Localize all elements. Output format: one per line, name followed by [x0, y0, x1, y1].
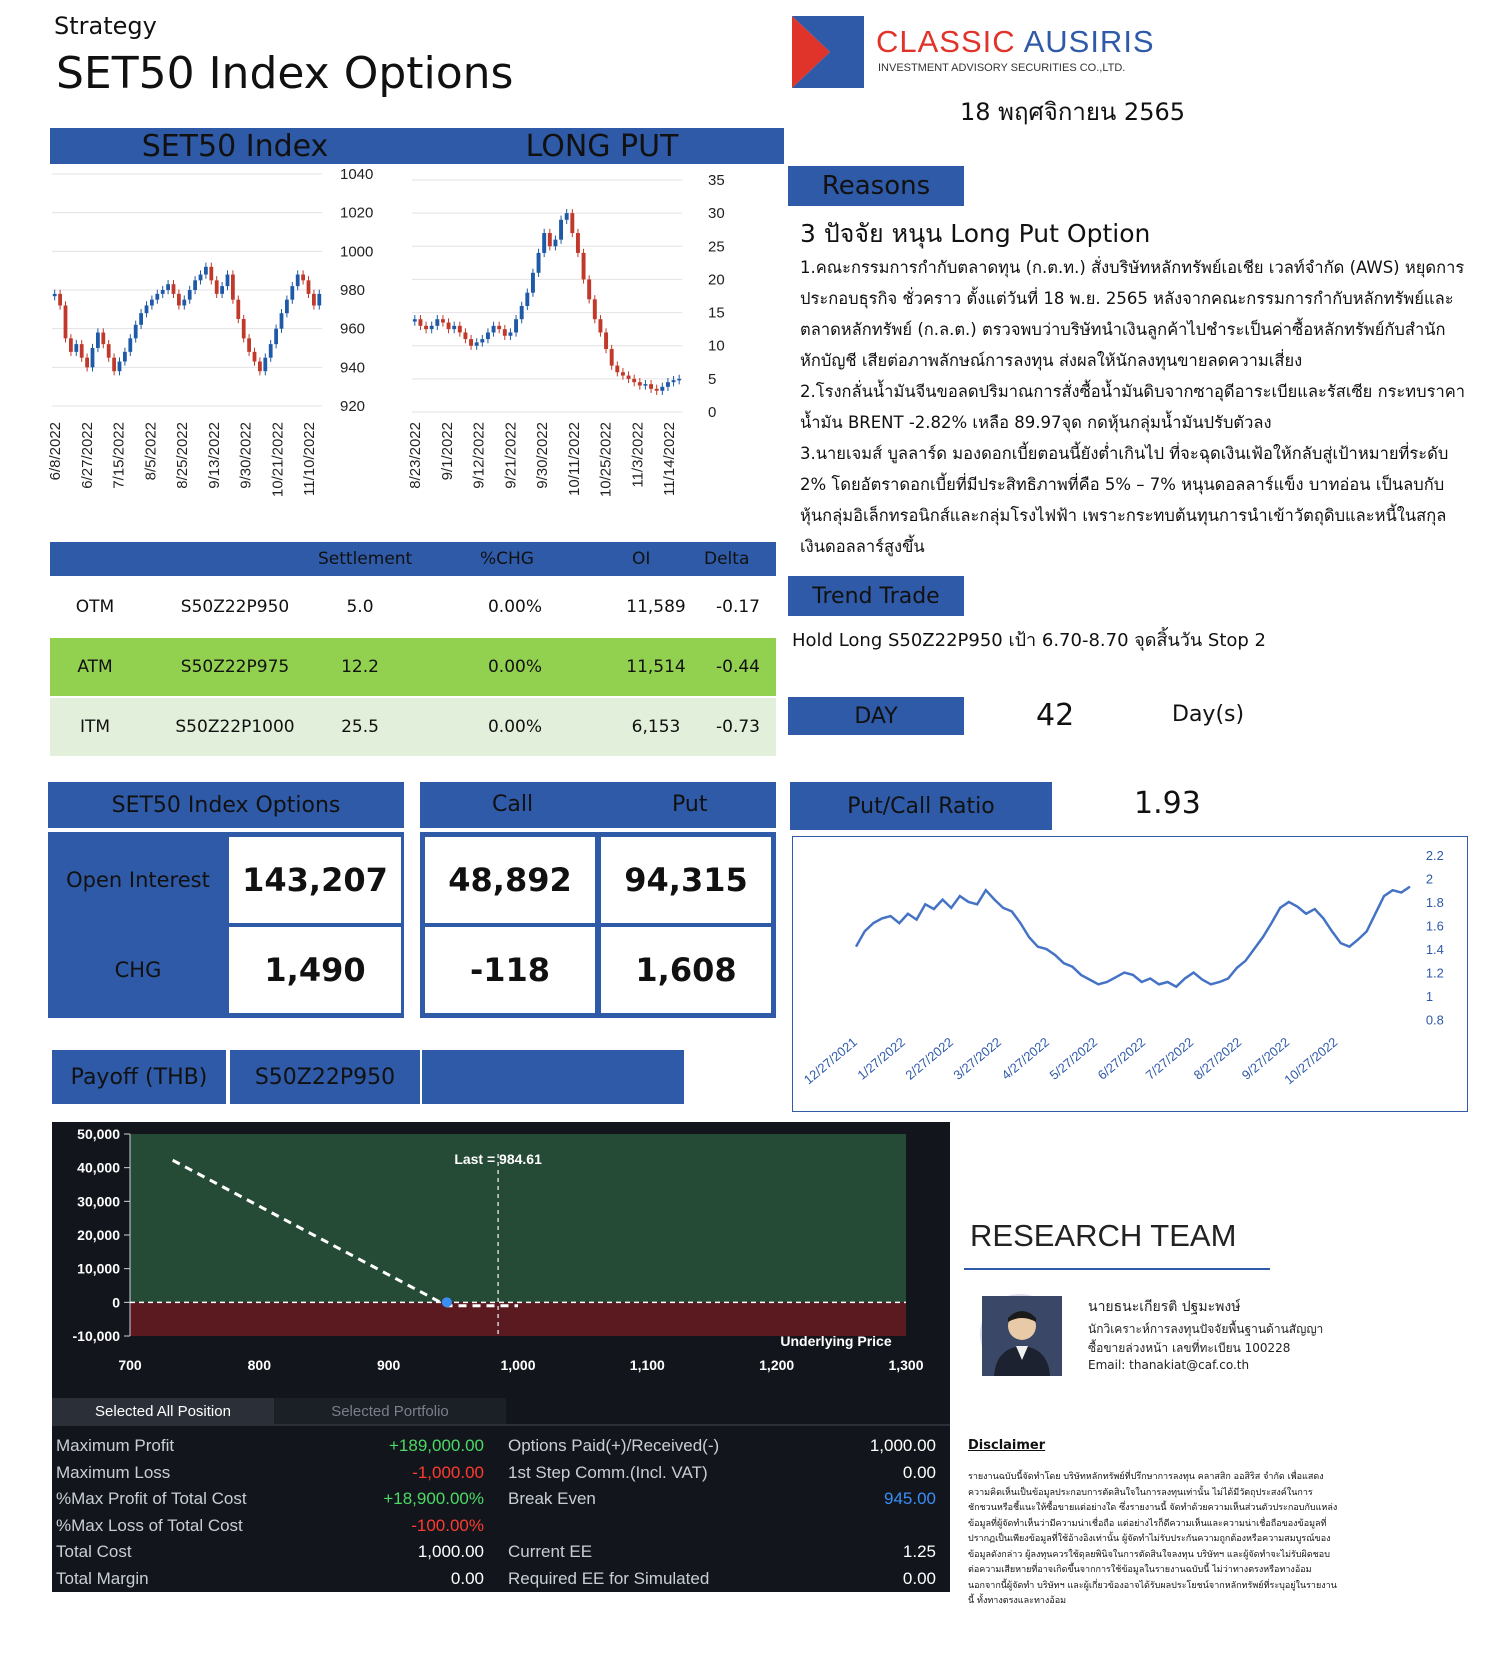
- logo-subtitle: INVESTMENT ADVISORY SECURITIES CO.,LTD.: [878, 62, 1126, 74]
- put-label: Put: [672, 792, 708, 817]
- x-tick-label: 11/3/2022: [629, 422, 647, 488]
- put-call-ratio-value: 1.93: [1134, 786, 1201, 821]
- candle-body: [182, 300, 186, 306]
- oi-call-put-header: [420, 782, 776, 828]
- x-tick-label: 700: [118, 1357, 142, 1373]
- candle-body: [209, 267, 213, 281]
- x-tick-label: 8/23/2022: [407, 422, 424, 489]
- candle-body: [655, 389, 659, 391]
- x-tick-label: 2/27/2022: [902, 1034, 957, 1083]
- x-tick-label: 9/30/2022: [237, 422, 255, 489]
- x-tick-label: 10/25/2022: [597, 422, 615, 498]
- y-tick-label: 1.8: [1425, 894, 1444, 910]
- x-tick-label: 1/27/2022: [854, 1034, 908, 1083]
- candle-body: [155, 294, 159, 300]
- reason-line: หุ้นกลุ่มอิเล็กทรอนิกส์และกลุ่มโรงไฟฟ้า เพราะกระทบต้นทุนการนำเข้าวัตถุดิบและหนี้ในสกุล: [800, 506, 1447, 525]
- analyst-email[interactable]: Email: thanakiat@caf.co.th: [1088, 1358, 1250, 1372]
- right-stat-value: 945.00: [884, 1489, 936, 1508]
- candle-body: [492, 326, 496, 333]
- y-tick-label: 2: [1425, 871, 1434, 887]
- candle-body: [112, 358, 116, 372]
- x-tick-label: 10/21/2022: [269, 422, 287, 498]
- candle-body: [593, 299, 597, 319]
- x-tick-label: 6/27/2022: [78, 422, 96, 489]
- candle-body: [199, 275, 203, 281]
- col-settlement: Settlement: [318, 549, 413, 569]
- y-tick-label: 1000: [340, 243, 374, 261]
- right-stat-label: 1st Step Comm.(Incl. VAT): [508, 1462, 708, 1482]
- x-tick-label: 9/1/2022: [438, 422, 456, 481]
- x-tick-label: 1,300: [888, 1357, 924, 1373]
- y-tick-label: 940: [340, 359, 366, 377]
- x-tick-label: 9/13/2022: [205, 422, 223, 489]
- left-stat-label: Total Cost: [56, 1542, 132, 1561]
- x-tick-label: 5/27/2022: [1046, 1034, 1101, 1083]
- reasons-title: Reasons: [788, 166, 964, 206]
- candle-body: [452, 326, 456, 329]
- research-divider: [964, 1268, 1270, 1270]
- candle-body: [263, 358, 267, 372]
- candle-body: [531, 273, 535, 293]
- candle-body: [101, 333, 105, 345]
- page-title: SET50 Index Options: [56, 48, 514, 99]
- analyst-license: ซื้อขายล่วงหน้า เลขที่ทะเบียน 100228: [1088, 1341, 1291, 1355]
- settlement: 25.5: [341, 717, 379, 737]
- candle-body: [610, 349, 614, 366]
- trend-trade-title: Trend Trade: [788, 576, 964, 616]
- tab-selected-portfolio[interactable]: Selected Portfolio: [274, 1398, 506, 1424]
- x-tick-label: 7/15/2022: [110, 422, 128, 489]
- candle-body: [307, 280, 311, 294]
- candle-body: [74, 344, 78, 352]
- y-tick-label: 1020: [340, 204, 374, 222]
- left-stat-label: Maximum Loss: [56, 1462, 171, 1482]
- candle-body: [542, 233, 546, 253]
- trend-trade-text: Hold Long S50Z22P950 เป้า 6.70-8.70 จุดสิ้นวัน Stop 2: [792, 630, 1267, 651]
- candle-body: [123, 352, 127, 362]
- report-date: 18 พฤศจิกายน 2565: [960, 98, 1185, 126]
- candle-body: [413, 319, 417, 321]
- day-unit: Day(s): [1172, 702, 1245, 727]
- candle-body: [548, 233, 552, 246]
- candle-body: [576, 233, 580, 253]
- candle-body: [525, 293, 529, 306]
- x-tick-label: 4/27/2022: [998, 1034, 1053, 1083]
- candle-body: [435, 319, 439, 326]
- candle-body: [139, 313, 143, 325]
- open-interest: 11,514: [626, 657, 686, 677]
- candle-body: [64, 305, 68, 338]
- candle-body: [430, 326, 434, 329]
- reason-line: เงินดอลลาร์สูงขึ้น: [800, 537, 925, 556]
- x-tick-label: 10/27/2022: [1281, 1034, 1341, 1088]
- candle-body: [231, 275, 235, 300]
- options-table-header: [50, 542, 776, 576]
- candle-body: [486, 332, 490, 339]
- candle-body: [520, 306, 524, 319]
- open-interest: 6,153: [631, 717, 681, 737]
- reason-line: ประกอบธุรกิจ ชั่วคราว ตั้งแต่วันที่ 18 พ.ย. 2565 หลังจากคณะกรรมการกำกับหลักทรัพย์และ: [800, 289, 1454, 308]
- candle-body: [91, 348, 95, 367]
- tab-selected-all-position[interactable]: Selected All Position: [52, 1398, 274, 1424]
- day-label: DAY: [788, 697, 964, 735]
- left-stat-value: 1,000.00: [417, 1542, 484, 1561]
- candle-body: [58, 294, 62, 306]
- x-tick-label: 8/25/2022: [174, 422, 191, 489]
- right-stat-label: Current EE: [508, 1542, 593, 1561]
- research-team-title: RESEARCH TEAM: [970, 1218, 1237, 1253]
- candle-body: [553, 240, 557, 247]
- candle-body: [253, 352, 257, 362]
- y-tick-label: 25: [708, 238, 725, 256]
- candle-body: [672, 380, 676, 382]
- days-remaining: 42: [1036, 698, 1075, 733]
- candle-body: [53, 294, 57, 296]
- x-tick-label: 3/27/2022: [950, 1034, 1005, 1083]
- y-tick-label: 1.6: [1425, 918, 1444, 934]
- open-interest-label: Open Interest: [66, 868, 210, 892]
- y-tick-label: 20,000: [77, 1227, 120, 1243]
- x-tick-label: 9/21/2022: [502, 422, 520, 489]
- payoff-label: Payoff (THB): [52, 1050, 226, 1104]
- pct-change: 0.00%: [487, 597, 542, 617]
- call-chg: -118: [422, 924, 598, 1016]
- oi-section-title: SET50 Index Options: [48, 782, 404, 828]
- candle-body: [317, 294, 321, 306]
- right-stat-label: Options Paid(+)/Received(-): [508, 1436, 720, 1455]
- reason-line: 3.นายเจมส์ บูลลาร์ด มองดอกเบี้ยตอนนี้ยังต่ำเกินไป ที่จะฉุดเงินเฟ้อให้กลับสู่เป้าหมายที่ระดับ: [800, 444, 1449, 463]
- right-stat-value: 1,000.00: [869, 1436, 936, 1455]
- y-tick-label: 10: [708, 337, 725, 355]
- candle-body: [166, 284, 170, 290]
- col-chg: %CHG: [480, 549, 534, 569]
- candle-body: [107, 344, 111, 358]
- candle-body: [193, 280, 197, 290]
- candle-body: [150, 300, 154, 306]
- y-tick-label: 5: [708, 370, 717, 388]
- open-interest: 11,589: [626, 597, 686, 617]
- candle-body: [145, 305, 149, 313]
- candle-body: [96, 333, 100, 348]
- table-row-atm: [50, 638, 776, 696]
- x-tick-label: 1,100: [629, 1357, 665, 1373]
- call-label: Call: [492, 792, 534, 817]
- candle-body: [296, 275, 300, 287]
- candle-body: [627, 376, 631, 379]
- settlement: 12.2: [341, 657, 379, 677]
- right-stat-label: Break Even: [508, 1489, 596, 1508]
- candle-body: [497, 326, 501, 329]
- left-stat-label: %Max Profit of Total Cost: [56, 1489, 247, 1508]
- y-tick-label: 2.2: [1425, 847, 1444, 863]
- delta: -0.44: [716, 657, 760, 677]
- last-price-label: Last = 984.61: [454, 1151, 542, 1167]
- candle-body: [80, 344, 84, 358]
- candle-body: [290, 286, 294, 300]
- right-stat-value: 1.25: [902, 1542, 936, 1561]
- strategy-label: Strategy: [54, 12, 157, 40]
- candle-body: [447, 323, 451, 330]
- reason-line: หักบัญชี เสียต่อภาพลักษณ์การลงทุน ส่งผลให้นักลงทุนขายลดความเสี่ยง: [800, 351, 1303, 370]
- candle-body: [503, 329, 507, 336]
- candle-body: [236, 300, 240, 319]
- left-stat-value: +18,900.00%: [383, 1489, 484, 1508]
- payoff-chart: [52, 1122, 950, 1412]
- candle-body: [559, 220, 563, 240]
- table-row-itm: [50, 698, 776, 756]
- candle-body: [242, 319, 246, 338]
- y-tick-label: 10,000: [77, 1260, 120, 1277]
- x-tick-label: 8/5/2022: [142, 422, 160, 481]
- candle-body: [469, 339, 473, 346]
- long-put-chart: [407, 166, 782, 536]
- table-row-otm: [50, 578, 776, 636]
- candle-body: [570, 213, 574, 233]
- candle-body: [424, 326, 428, 329]
- disclaimer-text: รายงานฉบับนี้จัดทำโดย บริษัทหลักทรัพย์ที่ปรึกษาการลงทุน คลาสสิก ออสิริส จำกัด เพื่อแสดงความคิดเห็นเป็นข้อมูลประกอบการตัดสินใจในการลงทุนเท่านั้น ไม่ได้มีวัตถุประสงค์ในการชักชวนหรือชี้แนะให้ซื้อขายแต่อย่างใด ซึ่งรายงานนี้ จัดทำด้วยความเห็นส่วนตัวประกอบกับแหล่งข้อมูลที่ผู้จัดทำเห็นว่ามีความน่าเชื่อถือ แต่อย่างไรก็ดีความเห็นและความน่าเชื่อถือของข้อมูลที่ปรากฏเป็นเพียงข้อมูลที่ใช้อ้างอิงเท่านั้น ผู้จัดทำไม่รับประกันความถูกต้องหรือความสมบูรณ์ของข้อมูลดังกล่าว ผู้ลงทุนควรใช้ดุลยพินิจในการตัดสินใจลงทุน บริษัทฯ และผู้จัดทำจะไม่รับผิดชอบต่อความเสียหายที่อาจเกิดขึ้นจากการใช้ข้อมูลในรายงานฉบับนี้ ไม่ว่าทางตรงหรือทางอ้อม นอกจากนี้ผู้จัดทำ บริษัทฯ และผู้เกี่ยวข้องอาจได้รับผลประโยชน์จากหลักทรัพย์ที่ระบุอยู่ในรายงานนี้ ทั้งทางตรงและทางอ้อม: [968, 1472, 1338, 1606]
- x-axis-label: Underlying Price: [780, 1333, 892, 1349]
- left-stat-label: Maximum Profit: [56, 1436, 175, 1455]
- put-call-ratio-label: Put/Call Ratio: [790, 782, 1052, 830]
- left-stat-label: %Max Loss of Total Cost: [56, 1515, 243, 1535]
- chg-label: CHG: [114, 958, 162, 982]
- x-tick-label: 11/14/2022: [661, 422, 678, 496]
- moneyness: OTM: [75, 597, 115, 617]
- col-delta: Delta: [704, 549, 750, 569]
- pct-change: 0.00%: [487, 717, 542, 737]
- put-call-ratio-chart: [792, 836, 1468, 1112]
- y-tick-label: 30: [708, 205, 725, 223]
- reason-line: 2% โดยอัตราดอกเบี้ยที่มีประสิทธิภาพที่คือ 5% – 7% หนุนดอลลาร์แข็ง บาทอ่อน เป็นลบกับ: [800, 475, 1445, 494]
- series-code: S50Z22P975: [180, 657, 290, 677]
- series-code: S50Z22P950: [180, 597, 290, 617]
- analyst-role: นักวิเคราะห์การลงทุนปัจจัยพื้นฐานด้านสัญญา: [1088, 1322, 1324, 1336]
- x-tick-label: 1,000: [500, 1357, 536, 1373]
- candle-body: [480, 339, 484, 342]
- y-tick-label: 15: [708, 304, 725, 322]
- candle-body: [582, 253, 586, 280]
- x-tick-label: 6/27/2022: [1094, 1034, 1149, 1083]
- candle-body: [258, 362, 262, 372]
- x-tick-label: 9/30/2022: [534, 422, 551, 489]
- put-chg: 1,608: [598, 924, 774, 1016]
- col-oi: OI: [632, 549, 651, 569]
- candle-body: [587, 279, 591, 299]
- candle-body: [463, 332, 467, 339]
- candle-body: [660, 387, 664, 391]
- candle-body: [274, 329, 278, 344]
- y-tick-label: 0: [708, 404, 717, 421]
- candle-body: [85, 358, 89, 368]
- reason-line: น้ำมัน BRENT -2.82% เหลือ 89.97จุด กดหุ้นกลุ่มน้ำมันปรับตัวลง: [800, 413, 1272, 432]
- candle-body: [118, 362, 122, 372]
- loss-zone: [130, 1302, 906, 1336]
- set50-index-chart-title: SET50 Index: [50, 128, 420, 164]
- y-tick-label: 0: [112, 1294, 120, 1311]
- candle-body: [604, 332, 608, 349]
- candle-body: [285, 300, 289, 314]
- candle-body: [649, 384, 653, 389]
- y-tick-label: 1040: [340, 166, 374, 183]
- total-chg: 1,490: [226, 924, 404, 1016]
- candle-body: [220, 286, 224, 294]
- y-tick-label: 50,000: [77, 1126, 120, 1142]
- candle-body: [632, 379, 636, 382]
- y-tick-label: 35: [708, 172, 725, 189]
- logo-word-ausiris: AUSIRIS: [1023, 24, 1155, 59]
- right-stat-value: 0.00: [902, 1568, 936, 1588]
- settlement: 5.0: [346, 597, 374, 617]
- delta: -0.17: [716, 597, 760, 617]
- reasons-headline: 3 ปัจจัย หนุน Long Put Option: [800, 219, 1151, 248]
- candle-body: [621, 372, 625, 375]
- candle-body: [514, 319, 518, 332]
- candle-body: [215, 280, 219, 294]
- analyst-name: นายธนะเกียรติ ปฐมะพงษ์: [1088, 1299, 1241, 1315]
- disclaimer-title: Disclaimer: [968, 1438, 1046, 1453]
- y-tick-label: 20: [708, 271, 725, 289]
- long-put-chart-title: LONG PUT: [420, 128, 784, 164]
- y-tick-label: 1.4: [1425, 942, 1444, 958]
- candle-body: [280, 313, 284, 328]
- right-stat-label: Required EE for Simulated: [508, 1568, 710, 1588]
- candle-body: [226, 275, 230, 287]
- x-tick-label: 800: [247, 1357, 272, 1373]
- left-stat-label: Total Margin: [56, 1568, 149, 1588]
- right-stat-value: 0.00: [902, 1462, 936, 1482]
- analyst-avatar: [980, 1294, 1060, 1374]
- candle-body: [269, 344, 273, 358]
- candle-body: [475, 342, 479, 345]
- x-tick-label: 7/27/2022: [1142, 1034, 1197, 1083]
- y-tick-label: 30,000: [77, 1193, 120, 1210]
- reasons-body: [800, 252, 1500, 562]
- delta: -0.73: [716, 717, 760, 737]
- put-open-interest: 94,315: [598, 834, 774, 926]
- set50-index-chart: [47, 166, 420, 536]
- candle-body: [204, 267, 208, 275]
- x-tick-label: 9/27/2022: [1238, 1034, 1293, 1083]
- company-logo: [792, 14, 1155, 90]
- y-tick-label: 1.2: [1425, 965, 1444, 981]
- left-stat-value: -1,000.00: [412, 1462, 484, 1482]
- reason-line: ตลาดหลักทรัพย์ (ก.ล.ต.) ตรวจพบว่าบริษัทนำเงินลูกค้าไปชำระเป็นค่าซื้อหลักทรัพย์กับสำนัก: [800, 320, 1446, 339]
- moneyness: ATM: [77, 657, 113, 677]
- y-tick-label: 980: [340, 282, 366, 299]
- x-tick-label: 9/12/2022: [470, 422, 488, 489]
- x-tick-label: 8/27/2022: [1190, 1034, 1245, 1083]
- candle-body: [128, 338, 132, 352]
- candle-body: [677, 379, 681, 381]
- candle-body: [161, 290, 165, 294]
- y-tick-label: 960: [340, 320, 366, 338]
- call-open-interest: 48,892: [422, 834, 598, 926]
- candle-body: [301, 275, 305, 281]
- payoff-series: S50Z22P950: [230, 1050, 420, 1104]
- y-tick-label: 920: [340, 398, 366, 415]
- series-code: S50Z22P1000: [175, 717, 295, 737]
- candle-body: [312, 294, 316, 306]
- x-tick-label: 12/27/2021: [800, 1034, 860, 1088]
- x-tick-label: 11/10/2022: [301, 422, 318, 496]
- candle-body: [134, 325, 138, 339]
- left-stat-value: +189,000.00: [388, 1436, 484, 1455]
- candle-body: [537, 253, 541, 273]
- candle-body: [441, 319, 445, 322]
- candle-body: [638, 382, 642, 385]
- candle-body: [188, 290, 192, 300]
- candle-body: [598, 319, 602, 332]
- payoff-blank-box: [422, 1050, 684, 1104]
- breakeven-marker: [442, 1297, 452, 1307]
- logo-wordmark: [876, 24, 1155, 60]
- x-tick-label: 10/11/2022: [565, 422, 583, 496]
- y-tick-label: 0.8: [1425, 1012, 1444, 1028]
- pcr-series-line: [856, 887, 1410, 987]
- candle-body: [565, 213, 569, 220]
- candle-body: [172, 284, 176, 294]
- person-icon: [982, 1296, 1062, 1376]
- left-stat-value: 0.00: [450, 1568, 484, 1588]
- candle-body: [508, 332, 512, 335]
- reason-line: 2.โรงกลั่นน้ำมันจีนขอลดปริมาณการสั่งซื้อน้ำมันดิบจากซาอุดีอาระเบียและรัสเซีย กระทบราคา: [800, 382, 1466, 401]
- candle-body: [418, 319, 422, 326]
- y-tick-label: 40,000: [77, 1159, 120, 1176]
- moneyness: ITM: [79, 717, 111, 737]
- candle-body: [458, 326, 462, 333]
- y-tick-label: 1: [1425, 989, 1434, 1005]
- left-stat-value: -100.00%: [411, 1515, 484, 1535]
- candle-body: [247, 338, 251, 352]
- x-tick-label: 6/8/2022: [47, 422, 64, 481]
- x-tick-label: 900: [376, 1357, 401, 1373]
- y-tick-label: -10,000: [72, 1328, 120, 1344]
- logo-word-classic: CLASSIC: [876, 24, 1016, 59]
- candle-body: [177, 294, 181, 306]
- pct-change: 0.00%: [487, 657, 542, 677]
- x-tick-label: 1,200: [759, 1357, 795, 1373]
- candle-body: [666, 382, 670, 387]
- reason-line: 1.คณะกรรมการกำกับตลาดทุน (ก.ต.ท.) สั่งบริษัทหลักทรัพย์เอเชีย เวลท์จำกัด (AWS) หยุดการ: [800, 258, 1465, 277]
- logo-mark-icon: [792, 16, 864, 88]
- total-open-interest: 143,207: [226, 834, 404, 926]
- candle-body: [643, 384, 647, 386]
- tab-divider: [52, 1424, 950, 1426]
- candle-body: [615, 366, 619, 373]
- candle-body: [69, 338, 73, 352]
